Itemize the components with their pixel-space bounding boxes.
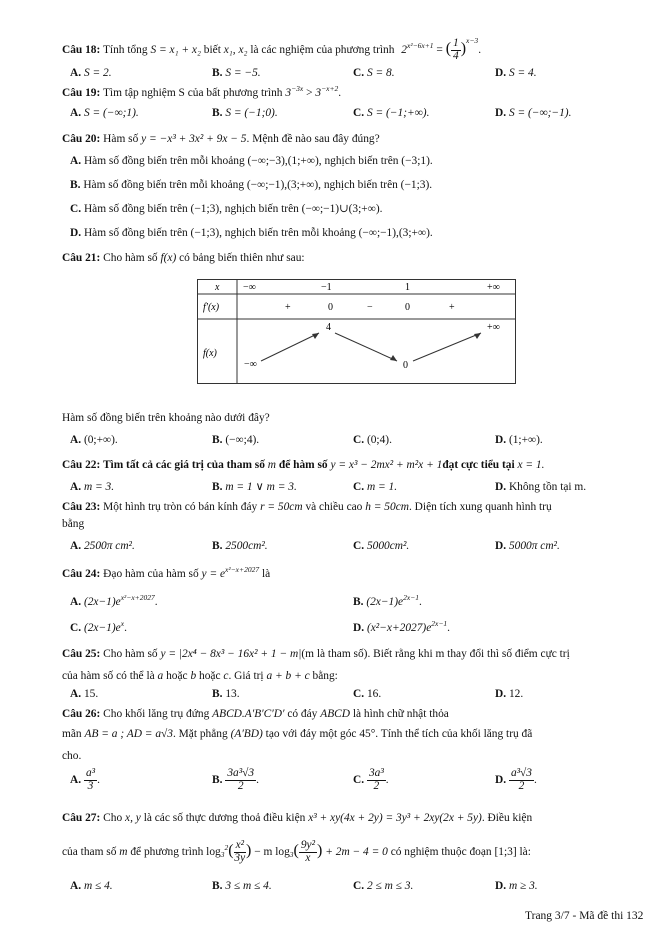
q23-label: Câu 23: [62,501,101,513]
q19-option-d[interactable]: D. S = (−∞;−1). [495,107,572,119]
table-f-min: 0 [403,360,408,371]
q23-option-b[interactable]: B. 2500cm². [212,540,268,552]
q21-stem: Câu 21: Cho hàm số f(x) có bảng biến thiên như sau: [62,252,305,264]
table-sign-2: − [367,302,373,313]
table-sign-3: + [449,302,455,313]
q20-option-c[interactable]: C. Hàm số đồng biến trên (−1;3), nghịch biến trên (−∞;−1)∪(3;+∞). [70,203,383,215]
q24-option-b[interactable]: B. $(2x-1)e^{2x-1}$. [353,593,422,608]
q27-stem-cont: của tham số m để phương trình $\log_3^2$( $\frac{\text{x²}}{3y}$ ) − m $\log_3$( $\frac{\text{9y²}}{x}$ ) + 2m − 4 = 0 có nghiệm thuộc đoạn [1;3] là: [62,839,531,864]
q27-option-a[interactable]: A. m ≤ 4. [70,880,113,892]
arrow-up-1 [261,333,319,361]
q22-option-d[interactable]: D. Không tồn tại m. [495,481,587,493]
q26-option-a[interactable]: A. $\frac{\text{a³}}{3}$ . [70,767,100,792]
table-sign-1: + [285,302,291,313]
table-f-max: 4 [326,322,331,333]
q27-label: Câu 27: [62,812,101,824]
table-x-pos-inf: +∞ [487,282,500,293]
q24-label: Câu 24: [62,568,101,580]
variation-table-svg [197,279,517,385]
q25-option-d[interactable]: D. 12. [495,688,524,700]
q23-option-c[interactable]: C. 5000cm². [353,540,410,552]
table-x-label: x [215,282,220,293]
q25-option-c[interactable]: C. 16. [353,688,382,700]
q27-stem: Câu 27: Cho x, y là các số thực dương thoả điều kiện x³ + xy(4x + 2y) = 3y³ + 2xy(2x + 5y). Điều kiện [62,812,533,824]
q22-option-c[interactable]: C. m = 1. [353,481,398,493]
q22-label: Câu 22: [62,459,101,471]
q26-option-c[interactable]: C. $\frac{\text{3a³}}{2}$ . [353,767,389,792]
table-f-neg-inf: −∞ [244,359,257,370]
table-x-minus-one: −1 [321,282,332,293]
q27-option-c[interactable]: C. 2 ≤ m ≤ 3. [353,880,414,892]
q21-option-b[interactable]: B. (−∞;4). [212,434,260,446]
q23-option-a[interactable]: A. 2500π cm². [70,540,135,552]
q18-option-a[interactable]: A. S = 2. [70,67,112,79]
q26-stem-end: cho. [62,750,82,762]
table-fprime-label: f′(x) [203,302,220,313]
q24-stem: Câu 24: Đạo hàm của hàm số $y = e^{x^2-x+2027}$ là [62,565,271,580]
arrow-up-2-head [474,333,481,339]
q18-stem: Câu 18: Tính tổng S = x₁ + x₂ biết x₁, x₂ là các nghiệm của phương trình $2^{x^2-6x+1}$ = ( $\frac{1}{4}$ )$^{x-3}$. [62,36,482,62]
q21-question: Hàm số đồng biến trên khoảng nào dưới đây? [62,412,270,424]
q24-option-c[interactable]: C. $(2x-1)e^x$. [70,619,127,634]
q19-label: Câu 19: [62,87,101,99]
q25-stem: Câu 25: Cho hàm số y = |2x⁴ − 8x³ − 16x² + 1 − m|(m là tham số). Biết rằng khi m thay đổi thì số điểm cực trị [62,648,570,660]
q24-option-a[interactable]: A. $(2x-1)e^{x^2-x+2027}$. [70,593,158,608]
q25-option-b[interactable]: B. 13. [212,688,240,700]
variation-table [197,279,517,385]
q21-option-a[interactable]: A. (0;+∞). [70,434,118,446]
q21-option-d[interactable]: D. (1;+∞). [495,434,543,446]
q22-stem: Câu 22: Tìm tất cả các giá trị của tham số m để hàm số y = x³ − 2mx² + m²x + 1đạt cực tiểu tại x = 1. [62,459,545,471]
q26-option-d[interactable]: D. $\frac{\text{a³√3}}{2}$ . [495,767,537,792]
q19-option-c[interactable]: C. S = (−1;+∞). [353,107,430,119]
q19-option-b[interactable]: B. S = (−1;0). [212,107,278,119]
q23-option-d[interactable]: D. 5000π cm². [495,540,560,552]
table-zero-2: 0 [405,302,410,313]
q20-option-b[interactable]: B. Hàm số đồng biến trên mỗi khoảng (−∞;−1),(3;+∞), nghịch biến trên (−1;3). [70,179,433,191]
table-x-neg-inf: −∞ [243,282,256,293]
q20-label: Câu 20: [62,133,101,145]
q21-option-c[interactable]: C. (0;4). [353,434,392,446]
q18-option-b[interactable]: B. S = −5. [212,67,261,79]
q23-stem-cont: bằng [62,518,85,530]
q25-label: Câu 25: [62,648,101,660]
table-x-one: 1 [405,282,410,293]
q27-option-d[interactable]: D. m ≥ 3. [495,880,538,892]
q20-stem: Câu 20: Hàm số y = −x³ + 3x² + 9x − 5. Mệnh đề nào sau đây đúng? [62,133,380,145]
q19-stem: Câu 19: Tìm tập nghiệm S của bất phương trình $3^{-3x} > 3^{-x+2}$. [62,84,342,99]
table-f-pos-inf: +∞ [487,322,500,333]
q22-option-b[interactable]: B. m = 1 ∨ m = 3. [212,481,297,493]
q18-label: Câu 18: [62,44,101,56]
arrow-down [335,333,397,361]
q18-option-c[interactable]: C. S = 8. [353,67,395,79]
q24-option-d[interactable]: D. $(x^2-x+2027)e^{2x-1}$. [353,619,451,634]
q20-option-d[interactable]: D. Hàm số đồng biến trên (−1;3), nghịch biến trên mỗi khoảng (−∞;−1),(3;+∞). [70,227,433,239]
q23-stem: Câu 23: Một hình trụ tròn có bán kính đáy r = 50cm và chiều cao h = 50cm. Diện tích xung quanh hình trụ [62,501,552,513]
page-footer: Trang 3/7 - Mã đề thi 132 [525,910,644,922]
q25-stem-cont: của hàm số có thể là a hoặc b hoặc c. Giá trị a + b + c bằng: [62,670,338,682]
q27-option-b[interactable]: B. 3 ≤ m ≤ 4. [212,880,272,892]
q26-stem-cont: mãn AB = a ; AD = a√3. Mặt phẳng (A′BD) tạo với đáy một góc 45°. Tính thể tích của khối lăng trụ đã [62,728,533,740]
q18-option-d[interactable]: D. S = 4. [495,67,537,79]
q25-option-a[interactable]: A. 15. [70,688,99,700]
q22-option-a[interactable]: A. m = 3. [70,481,115,493]
table-zero-1: 0 [328,302,333,313]
q26-stem: Câu 26: Cho khối lăng trụ đứng ABCD.A′B′C′D′ có đáy ABCD là hình chữ nhật thỏa [62,708,449,720]
q20-option-a[interactable]: A. Hàm số đồng biến trên mỗi khoảng (−∞;−3),(1;+∞), nghịch biến trên (−3;1). [70,155,433,167]
q26-label: Câu 26: [62,708,101,720]
q19-option-a[interactable]: A. S = (−∞;1). [70,107,139,119]
q21-label: Câu 21: [62,252,101,264]
arrow-up-2 [413,333,481,361]
table-f-label: f(x) [203,348,217,359]
q26-option-b[interactable]: B. $\frac{\text{3a³√3}}{2}$ . [212,767,259,792]
